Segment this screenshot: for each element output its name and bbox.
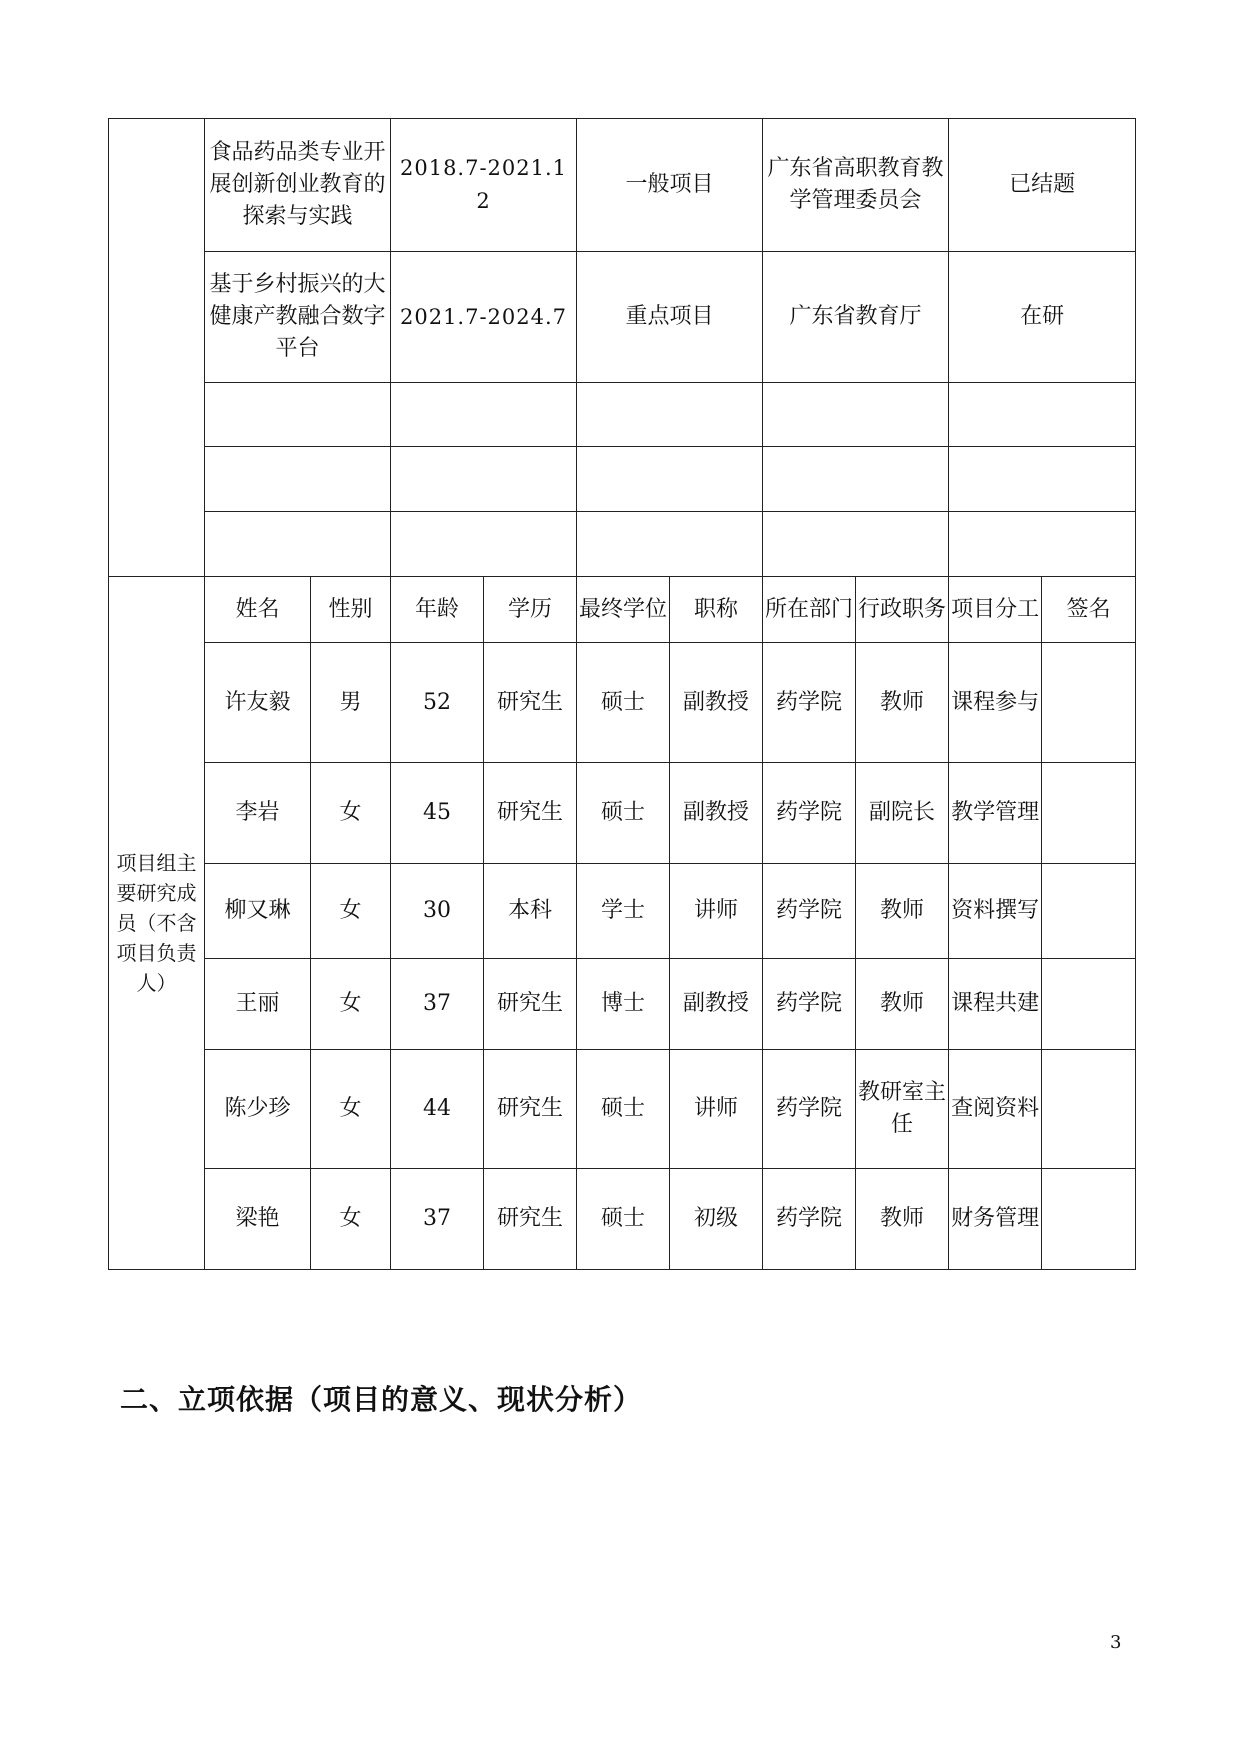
empty-project-row — [109, 447, 1136, 512]
empty-cell — [205, 512, 391, 577]
empty-cell — [577, 512, 763, 577]
member-row — [109, 864, 1136, 959]
member-row — [109, 643, 1136, 763]
project-row — [109, 119, 1136, 252]
member-gender: 女 — [311, 1169, 391, 1270]
member-name: 李岩 — [205, 763, 311, 864]
member-signature — [1042, 763, 1136, 864]
member-department: 药学院 — [763, 1169, 856, 1270]
column-header: 签名 — [1042, 577, 1136, 643]
column-header: 行政职务 — [856, 577, 949, 643]
member-row — [109, 959, 1136, 1050]
page-number: 3 — [1110, 1632, 1122, 1653]
member-role: 资料撰写 — [949, 864, 1042, 959]
project-level: 重点项目 — [577, 252, 763, 383]
member-position: 教师 — [856, 1169, 949, 1270]
empty-cell — [205, 447, 391, 512]
member-role: 财务管理 — [949, 1169, 1042, 1270]
column-header: 职称 — [670, 577, 763, 643]
member-role: 查阅资料 — [949, 1050, 1042, 1169]
project-period: 2018.7-2021.12 — [391, 119, 577, 252]
member-title: 讲师 — [670, 1050, 763, 1169]
member-name: 王丽 — [205, 959, 311, 1050]
member-title: 副教授 — [670, 643, 763, 763]
member-education: 研究生 — [484, 1169, 577, 1270]
empty-cell — [949, 447, 1136, 512]
empty-project-row — [109, 512, 1136, 577]
member-department: 药学院 — [763, 864, 856, 959]
member-department: 药学院 — [763, 959, 856, 1050]
member-role: 课程参与 — [949, 643, 1042, 763]
member-signature — [1042, 864, 1136, 959]
member-title: 副教授 — [670, 959, 763, 1050]
member-role: 教学管理 — [949, 763, 1042, 864]
empty-project-row — [109, 383, 1136, 447]
project-status: 在研 — [949, 252, 1136, 383]
member-degree: 硕士 — [577, 1169, 670, 1270]
member-position: 教研室主任 — [856, 1050, 949, 1169]
project-name: 基于乡村振兴的大健康产教融合数字平台 — [205, 252, 391, 383]
column-header: 项目分工 — [949, 577, 1042, 643]
member-position: 教师 — [856, 643, 949, 763]
column-header: 学历 — [484, 577, 577, 643]
member-degree: 硕士 — [577, 643, 670, 763]
empty-cell — [763, 383, 949, 447]
project-period: 2021.7-2024.7 — [391, 252, 577, 383]
member-education: 研究生 — [484, 1050, 577, 1169]
member-degree: 学士 — [577, 864, 670, 959]
member-row — [109, 763, 1136, 864]
member-title: 副教授 — [670, 763, 763, 864]
member-gender: 女 — [311, 959, 391, 1050]
project-row — [109, 252, 1136, 383]
member-department: 药学院 — [763, 1050, 856, 1169]
member-title: 初级 — [670, 1169, 763, 1270]
member-department: 药学院 — [763, 763, 856, 864]
member-signature — [1042, 643, 1136, 763]
member-education: 研究生 — [484, 643, 577, 763]
project-name: 食品药品类专业开展创新创业教育的探索与实践 — [205, 119, 391, 252]
column-header: 性别 — [311, 577, 391, 643]
member-row — [109, 1169, 1136, 1270]
empty-cell — [763, 512, 949, 577]
empty-cell — [391, 447, 577, 512]
member-degree: 博士 — [577, 959, 670, 1050]
member-gender: 女 — [311, 1050, 391, 1169]
empty-cell — [949, 383, 1136, 447]
project-side-cell — [109, 119, 205, 577]
member-age: 37 — [391, 1169, 484, 1270]
member-name: 许友毅 — [205, 643, 311, 763]
member-position: 教师 — [856, 959, 949, 1050]
empty-cell — [763, 447, 949, 512]
member-name: 陈少珍 — [205, 1050, 311, 1169]
empty-cell — [391, 512, 577, 577]
member-row — [109, 1050, 1136, 1169]
member-gender: 女 — [311, 864, 391, 959]
empty-cell — [577, 383, 763, 447]
empty-cell — [205, 383, 391, 447]
member-education: 研究生 — [484, 763, 577, 864]
members-side-label: 项目组主要研究成员（不含项目负责人） — [109, 577, 205, 1270]
application-form-table — [108, 118, 1136, 1270]
member-age: 37 — [391, 959, 484, 1050]
member-gender: 女 — [311, 763, 391, 864]
member-age: 30 — [391, 864, 484, 959]
member-age: 45 — [391, 763, 484, 864]
empty-cell — [949, 512, 1136, 577]
member-education: 本科 — [484, 864, 577, 959]
project-authority: 广东省高职教育教学管理委员会 — [763, 119, 949, 252]
member-title: 讲师 — [670, 864, 763, 959]
member-role: 课程共建 — [949, 959, 1042, 1050]
member-age: 52 — [391, 643, 484, 763]
column-header: 姓名 — [205, 577, 311, 643]
member-position: 副院长 — [856, 763, 949, 864]
member-degree: 硕士 — [577, 763, 670, 864]
column-header: 最终学位 — [577, 577, 670, 643]
member-position: 教师 — [856, 864, 949, 959]
members-header-row — [109, 577, 1136, 643]
member-age: 44 — [391, 1050, 484, 1169]
member-degree: 硕士 — [577, 1050, 670, 1169]
member-signature — [1042, 959, 1136, 1050]
project-level: 一般项目 — [577, 119, 763, 252]
project-status: 已结题 — [949, 119, 1136, 252]
member-name: 柳又琳 — [205, 864, 311, 959]
member-gender: 男 — [311, 643, 391, 763]
section-heading: 二、立项依据（项目的意义、现状分析） — [120, 1383, 643, 1416]
member-signature — [1042, 1050, 1136, 1169]
member-signature — [1042, 1169, 1136, 1270]
member-education: 研究生 — [484, 959, 577, 1050]
column-header: 年龄 — [391, 577, 484, 643]
member-name: 梁艳 — [205, 1169, 311, 1270]
project-authority: 广东省教育厅 — [763, 252, 949, 383]
empty-cell — [577, 447, 763, 512]
empty-cell — [391, 383, 577, 447]
member-department: 药学院 — [763, 643, 856, 763]
column-header: 所在部门 — [763, 577, 856, 643]
